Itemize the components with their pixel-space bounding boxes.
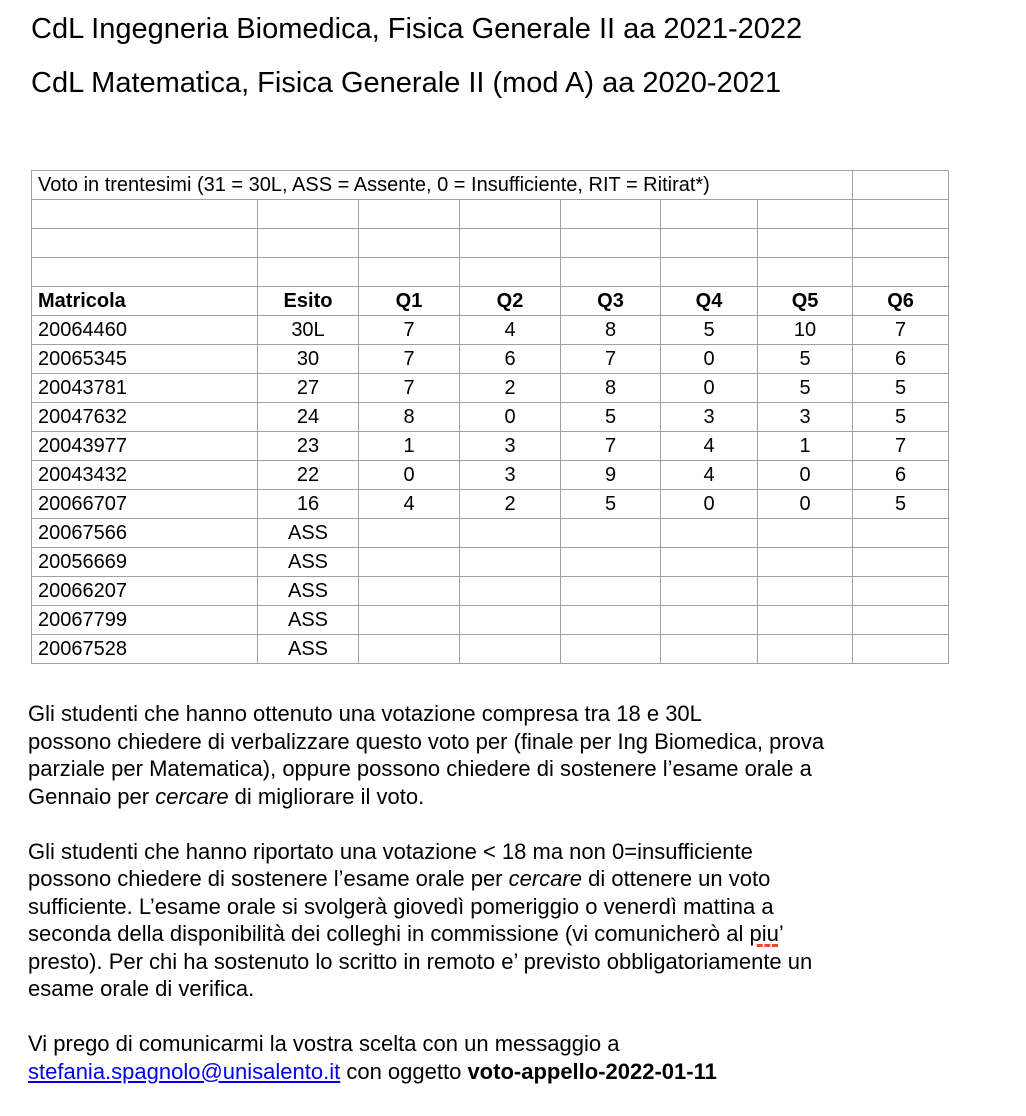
results-table-body <box>32 171 949 664</box>
empty-cell <box>661 200 758 229</box>
column-header-q3: Q3 <box>561 287 661 316</box>
score-cell: 5 <box>758 374 853 403</box>
results-table <box>31 170 949 664</box>
text-line <box>28 728 1008 756</box>
score-cell <box>359 635 460 664</box>
score-cell: 8 <box>561 316 661 345</box>
empty-cell <box>561 229 661 258</box>
esito-cell: 30L <box>258 316 359 345</box>
text-line <box>28 893 1008 921</box>
table-row <box>32 490 949 519</box>
score-cell: 7 <box>561 432 661 461</box>
score-cell: 6 <box>853 461 949 490</box>
matricola-cell: 20067799 <box>32 606 258 635</box>
paragraph-2 <box>28 838 1008 1003</box>
esito-cell: 22 <box>258 461 359 490</box>
matricola-cell: 20067566 <box>32 519 258 548</box>
score-cell <box>460 635 561 664</box>
empty-cell <box>359 229 460 258</box>
empty-row <box>32 258 949 287</box>
matricola-cell: 20066707 <box>32 490 258 519</box>
matricola-cell: 20064460 <box>32 316 258 345</box>
text-segment: presto). Per chi ha sostenuto lo scritto in remoto e’ previsto obbligatoriamente un <box>28 948 813 974</box>
text-segment: seconda della disponibilità dei colleghi in commissione (vi comunicherò al <box>28 921 750 946</box>
empty-row <box>32 200 949 229</box>
score-cell <box>758 635 853 664</box>
score-cell: 7 <box>561 345 661 374</box>
empty-cell <box>460 200 561 229</box>
empty-cell <box>359 200 460 229</box>
score-cell: 3 <box>460 461 561 490</box>
text-segment: con oggetto <box>340 1058 468 1084</box>
score-cell <box>661 519 758 548</box>
matricola-cell: 20067528 <box>32 635 258 664</box>
empty-row <box>32 229 949 258</box>
score-cell: 2 <box>460 490 561 519</box>
score-cell <box>359 577 460 606</box>
score-cell <box>758 548 853 577</box>
score-cell <box>661 577 758 606</box>
score-cell <box>561 635 661 664</box>
score-cell: 5 <box>661 316 758 345</box>
score-cell: 7 <box>359 374 460 403</box>
empty-cell <box>258 258 359 287</box>
esito-cell: ASS <box>258 577 359 606</box>
empty-cell <box>258 229 359 258</box>
text-line <box>28 920 1008 948</box>
text-segment: possono chiedere di verbalizzare questo voto per (finale per Ing Biomedica, prova <box>28 728 825 754</box>
column-header-q4: Q4 <box>661 287 758 316</box>
header-row <box>32 287 949 316</box>
empty-cell <box>32 200 258 229</box>
score-cell: 7 <box>853 316 949 345</box>
italic-text: cercare <box>155 783 229 809</box>
empty-cell <box>460 258 561 287</box>
score-cell <box>460 606 561 635</box>
esito-cell: 23 <box>258 432 359 461</box>
document-body-text <box>28 700 1008 1113</box>
legend-trailing-cell <box>853 171 949 200</box>
score-cell <box>561 606 661 635</box>
text-segment: ’ <box>778 921 784 946</box>
text-line <box>28 838 1008 866</box>
matricola-cell: 20056669 <box>32 548 258 577</box>
score-cell <box>853 548 949 577</box>
score-cell: 0 <box>359 461 460 490</box>
text-line <box>28 1058 1008 1086</box>
score-cell: 2 <box>460 374 561 403</box>
text-segment: esame orale di verifica. <box>28 976 255 1001</box>
text-line <box>28 700 1008 728</box>
empty-cell <box>758 229 853 258</box>
paragraph-3 <box>28 1030 1008 1085</box>
empty-cell <box>359 258 460 287</box>
score-cell: 0 <box>758 490 853 519</box>
table-row <box>32 403 949 432</box>
column-header-esito: Esito <box>258 287 359 316</box>
paragraph-1 <box>28 700 1008 810</box>
score-cell: 10 <box>758 316 853 345</box>
score-cell <box>758 519 853 548</box>
score-cell <box>758 606 853 635</box>
table-row <box>32 345 949 374</box>
table-row <box>32 316 949 345</box>
table-row <box>32 374 949 403</box>
esito-cell: ASS <box>258 519 359 548</box>
score-cell <box>460 519 561 548</box>
text-segment: di ottenere un voto <box>581 866 771 891</box>
empty-cell <box>853 258 949 287</box>
misspelled-word: piu <box>749 921 779 946</box>
empty-cell <box>561 200 661 229</box>
score-cell <box>359 606 460 635</box>
esito-cell: ASS <box>258 548 359 577</box>
score-cell <box>561 548 661 577</box>
text-segment: Vi prego di comunicarmi la vostra scelta con un messaggio a <box>28 1031 620 1056</box>
table-row <box>32 606 949 635</box>
table-row <box>32 519 949 548</box>
empty-cell <box>32 258 258 287</box>
table-row <box>32 548 949 577</box>
esito-cell: 16 <box>258 490 359 519</box>
empty-cell <box>853 229 949 258</box>
score-cell: 9 <box>561 461 661 490</box>
empty-cell <box>32 229 258 258</box>
table-row <box>32 577 949 606</box>
esito-cell: ASS <box>258 635 359 664</box>
matricola-cell: 20047632 <box>32 403 258 432</box>
text-segment: parziale per Matematica), oppure possono chiedere di sostenere l’esame orale a <box>28 756 812 781</box>
text-segment: possono chiedere di sostenere l’esame orale per <box>28 866 509 891</box>
esito-cell: 24 <box>258 403 359 432</box>
score-cell: 0 <box>661 490 758 519</box>
score-cell: 7 <box>359 316 460 345</box>
column-header-q6: Q6 <box>853 287 949 316</box>
empty-cell <box>853 200 949 229</box>
score-cell: 6 <box>460 345 561 374</box>
score-cell <box>853 635 949 664</box>
score-cell <box>661 635 758 664</box>
score-cell <box>853 577 949 606</box>
score-cell <box>460 548 561 577</box>
text-line <box>28 975 1008 1003</box>
empty-cell <box>758 258 853 287</box>
score-cell: 5 <box>853 374 949 403</box>
text-line <box>28 783 1008 811</box>
score-cell <box>460 577 561 606</box>
score-cell: 7 <box>359 345 460 374</box>
score-cell <box>853 606 949 635</box>
text-segment: di migliorare il voto. <box>228 783 425 809</box>
score-cell: 5 <box>853 403 949 432</box>
matricola-cell: 20043432 <box>32 461 258 490</box>
text-segment: sufficiente. L’esame orale si svolgerà giovedì pomeriggio o venerdì mattina a <box>28 893 774 919</box>
email-link[interactable]: stefania.spagnolo@unisalento.it <box>28 1058 341 1084</box>
score-cell: 4 <box>359 490 460 519</box>
score-cell: 7 <box>853 432 949 461</box>
score-cell: 8 <box>561 374 661 403</box>
empty-cell <box>561 258 661 287</box>
page-title-line1: CdL Ingegneria Biomedica, Fisica Generale II aa 2021-2022 <box>31 13 803 45</box>
score-cell <box>661 606 758 635</box>
text-segment: Gli studenti che hanno riportato una votazione < 18 ma non 0=insufficiente <box>28 838 753 864</box>
score-cell <box>359 519 460 548</box>
bold-text: voto-appello-2022-01-11 <box>467 1058 717 1084</box>
score-cell: 5 <box>853 490 949 519</box>
score-cell <box>561 519 661 548</box>
legend-row <box>32 171 949 200</box>
empty-cell <box>258 200 359 229</box>
esito-cell: ASS <box>258 606 359 635</box>
score-cell: 4 <box>460 316 561 345</box>
italic-text: cercare <box>508 866 582 891</box>
table-row <box>32 635 949 664</box>
empty-cell <box>661 258 758 287</box>
matricola-cell: 20043781 <box>32 374 258 403</box>
score-cell: 3 <box>758 403 853 432</box>
column-header-q2: Q2 <box>460 287 561 316</box>
score-cell: 1 <box>758 432 853 461</box>
score-cell: 6 <box>853 345 949 374</box>
score-cell <box>661 548 758 577</box>
score-cell: 0 <box>661 374 758 403</box>
score-cell: 5 <box>561 403 661 432</box>
matricola-cell: 20043977 <box>32 432 258 461</box>
column-header-q5: Q5 <box>758 287 853 316</box>
text-line <box>28 1030 1008 1058</box>
empty-cell <box>661 229 758 258</box>
column-header-q1: Q1 <box>359 287 460 316</box>
score-cell: 8 <box>359 403 460 432</box>
text-line <box>28 865 1008 893</box>
empty-cell <box>758 200 853 229</box>
table-row <box>32 461 949 490</box>
matricola-cell: 20066207 <box>32 577 258 606</box>
column-header-matricola: Matricola <box>32 287 258 316</box>
score-cell <box>561 577 661 606</box>
text-segment: Gli studenti che hanno ottenuto una votazione compresa tra 18 e 30L <box>28 701 702 726</box>
legend-cell: Voto in trentesimi (31 = 30L, ASS = Assente, 0 = Insufficiente, RIT = Ritirat*) <box>32 171 853 200</box>
table-row <box>32 432 949 461</box>
text-segment: Gennaio per <box>28 783 156 809</box>
score-cell: 0 <box>758 461 853 490</box>
empty-cell <box>460 229 561 258</box>
score-cell <box>359 548 460 577</box>
text-line <box>28 755 1008 783</box>
esito-cell: 27 <box>258 374 359 403</box>
score-cell: 4 <box>661 461 758 490</box>
score-cell <box>853 519 949 548</box>
score-cell: 4 <box>661 432 758 461</box>
score-cell: 3 <box>661 403 758 432</box>
score-cell <box>758 577 853 606</box>
score-cell: 0 <box>661 345 758 374</box>
score-cell: 0 <box>460 403 561 432</box>
score-cell: 5 <box>758 345 853 374</box>
score-cell: 3 <box>460 432 561 461</box>
text-line <box>28 948 1008 976</box>
esito-cell: 30 <box>258 345 359 374</box>
page-title-line2: CdL Matematica, Fisica Generale II (mod A) aa 2020-2021 <box>31 67 782 99</box>
matricola-cell: 20065345 <box>32 345 258 374</box>
score-cell: 5 <box>561 490 661 519</box>
score-cell: 1 <box>359 432 460 461</box>
